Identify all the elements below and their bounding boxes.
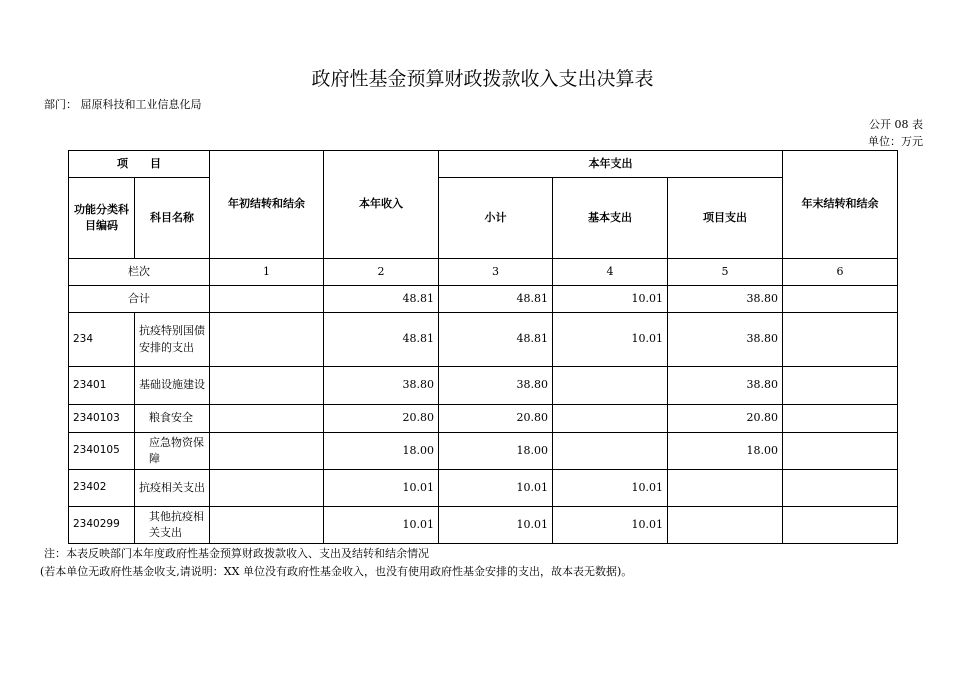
row-end [783, 470, 898, 507]
total-income: 48.81 [324, 286, 439, 313]
row-income: 18.00 [324, 433, 439, 470]
row-begin [210, 405, 324, 433]
row-project: 20.80 [668, 405, 783, 433]
row-end [783, 405, 898, 433]
column-index-label: 栏次 [69, 259, 210, 286]
total-basic: 10.01 [553, 286, 668, 313]
row-income: 20.80 [324, 405, 439, 433]
row-subtotal: 10.01 [439, 470, 553, 507]
row-begin [210, 470, 324, 507]
row-code: 23402 [69, 470, 135, 507]
header-begin-balance: 年初结转和结余 [210, 151, 324, 259]
total-begin [210, 286, 324, 313]
row-name: 抗疫特别国债安排的支出 [135, 313, 210, 367]
page-title: 政府性基金预算财政拨款收入支出决算表 [311, 68, 654, 90]
header-end-balance: 年末结转和结余 [783, 151, 898, 259]
form-number: 公开 08 表 [869, 118, 923, 131]
row-subtotal: 48.81 [439, 313, 553, 367]
table-row [69, 367, 898, 405]
row-project [668, 470, 783, 507]
header-project: 项目支出 [668, 178, 783, 259]
column-index-5: 5 [668, 259, 783, 286]
row-name: 其他抗疫相关支出 [135, 507, 210, 544]
column-index-1: 1 [210, 259, 324, 286]
row-name: 抗疫相关支出 [135, 470, 210, 507]
budget-table [68, 150, 898, 544]
row-code: 234 [69, 313, 135, 367]
total-row [69, 286, 898, 313]
row-begin [210, 433, 324, 470]
row-subtotal: 10.01 [439, 507, 553, 544]
row-end [783, 367, 898, 405]
header-income: 本年收入 [324, 151, 439, 259]
header-subtotal: 小计 [439, 178, 553, 259]
unit-label: 单位：万元 [868, 135, 923, 148]
row-basic: 10.01 [553, 313, 668, 367]
header-subject-name: 科目名称 [135, 178, 210, 259]
table-row [69, 405, 898, 433]
header-expense: 本年支出 [439, 151, 783, 178]
footnote: 注：本表反映部门本年度政府性基金预算财政拨款收入、支出及结转和结余情况 [44, 547, 429, 560]
table-row [69, 507, 898, 544]
row-end [783, 313, 898, 367]
total-subtotal: 48.81 [439, 286, 553, 313]
column-index-row [69, 259, 898, 286]
row-code: 23401 [69, 367, 135, 405]
row-basic [553, 405, 668, 433]
department-label: 部门： 屈原科技和工业信息化局 [44, 98, 202, 111]
row-code: 2340299 [69, 507, 135, 544]
row-income: 10.01 [324, 470, 439, 507]
row-name: 粮食安全 [135, 405, 210, 433]
total-end [783, 286, 898, 313]
row-project: 38.80 [668, 313, 783, 367]
row-name: 应急物资保障 [135, 433, 210, 470]
column-index-4: 4 [553, 259, 668, 286]
row-project: 38.80 [668, 367, 783, 405]
header-basic: 基本支出 [553, 178, 668, 259]
row-project: 18.00 [668, 433, 783, 470]
row-code: 2340105 [69, 433, 135, 470]
row-end [783, 433, 898, 470]
row-income: 10.01 [324, 507, 439, 544]
row-subtotal: 20.80 [439, 405, 553, 433]
row-subtotal: 18.00 [439, 433, 553, 470]
column-index-6: 6 [783, 259, 898, 286]
row-income: 48.81 [324, 313, 439, 367]
column-index-3: 3 [439, 259, 553, 286]
table-row [69, 313, 898, 367]
row-basic [553, 367, 668, 405]
footnote-explanation: (若本单位无政府性基金收支,请说明：XX 单位没有政府性基金收入，也没有使用政府性基金安排的支出，故本表无数据)。 [40, 565, 633, 578]
row-name: 基础设施建设 [135, 367, 210, 405]
table-row [69, 470, 898, 507]
total-project: 38.80 [668, 286, 783, 313]
row-basic [553, 433, 668, 470]
row-project [668, 507, 783, 544]
header-item: 项 目 [69, 151, 210, 178]
column-index-2: 2 [324, 259, 439, 286]
row-basic: 10.01 [553, 470, 668, 507]
row-basic: 10.01 [553, 507, 668, 544]
row-subtotal: 38.80 [439, 367, 553, 405]
row-end [783, 507, 898, 544]
row-begin [210, 367, 324, 405]
header-func-code: 功能分类科目编码 [69, 178, 135, 259]
row-code: 2340103 [69, 405, 135, 433]
table-row [69, 433, 898, 470]
row-begin [210, 313, 324, 367]
row-income: 38.80 [324, 367, 439, 405]
row-begin [210, 507, 324, 544]
total-label: 合计 [69, 286, 210, 313]
